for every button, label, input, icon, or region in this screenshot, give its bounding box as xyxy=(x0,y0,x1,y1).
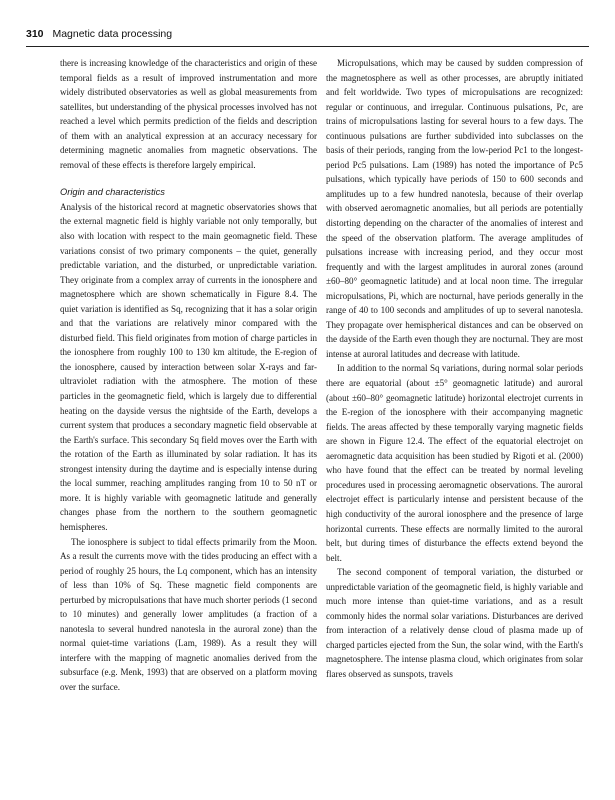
section-heading: Origin and characteristics xyxy=(60,187,165,198)
right-paragraph-1: Micropulsations, which may be caused by sudden compression of the magnetosphere as well as other processes, are abruptly initiated and felt worldwide. Two types of micropulsations are recognized: regular or continuous, and irregular. Continuous pulsations, Pc, are trains of micropulsations lasting for several hours to a few days. The continuous pulsations are further subdivided into subclasses on the basis of their periods, ranging from the low-period Pc1 to the longest-period Pc5 pulsations. Lam (1989) has noted the importance of Pc5 pulsations, which typically have periods of 150 to 600 seconds and amplitudes up to a few hundred nanotesla, because of their overlap with observed aeromagnetic anomalies, but all periods are potentially distorting depending on the character of the anomalies of interest and the speed of the observation platform. The average amplitudes of pulsations increase with increasing period, and they occur most frequently and with the largest amplitudes in auroral zones (around ±60–80° geomagnetic latitude) and at local noon time. The irregular micropulsations, Pi, which are nocturnal, have periods generally in the range of 40 to 100 seconds and amplitudes of up to several nanotesla. They propagate over hemispherical distances and can be observed on the dayside of the Earth even though they are nocturnal. They are most intense at auroral latitudes and decrease with latitude. xyxy=(326,58,583,359)
left-paragraph-2: Analysis of the historical record at magnetic observatories shows that the external magnetic field is highly variable not only temporally, but also with location with respect to the main geomagnetic field. These variations consist of two primary components – the quiet, generally predictable variation, and the disturbed, or unpredictable variation. They originate from a complex array of currents in the ionosphere and magnetosphere which are shown schematically in Figure 8.4. The quiet variation is identified as Sq, recognizing that it has a solar origin and that the variations are relatively minor compared with the disturbed field. This field originates from motion of charge particles in the ionosphere from roughly 100 to 130 km altitude, the E-region of the ionosphere, caused by interaction between solar X-rays and far-ultraviolet radiation with the atmosphere. The motion of these particles in the geomagnetic field, which is largely due to differential heating on the dayside versus the nightside of the Earth, develops a current system that produces a secondary magnetic field observable at the Earth's surface. This secondary Sq field moves over the Earth with the rotation of the Earth as illuminated by solar radiation. It has its strongest intensity during the daytime and is especially intense during the local summer, reaching amplitudes ranging from 10 to 50 nT or more. It is highly variable with geomagnetic latitude and generally changes phase from the northern to the southern geomagnetic hemispheres. xyxy=(60,201,317,532)
left-paragraph-3: The ionosphere is subject to tidal effects primarily from the Moon. As a result the currents move with the tides producing an effect with a period of roughly 25 hours, the Lq component, which has an intensity of less than 10% of Sq. These magnetic field components are perturbed by micropulsations that have much shorter periods (1 second to 10 minutes) and generally lower amplitudes (a fraction of a nanotesla to several hundred nanotesla in the auroral zone) than the normal quiet-time variations (Lam, 1989). As a result they will interfere with the mapping of magnetic anomalies derived from the subsurface (e.g. Menk, 1993) that are observed on a platform moving over the surface. xyxy=(60,536,318,692)
left-paragraph-1: there is increasing knowledge of the characteristics and origin of these temporal fields as a result of improved instrumentation and more widely distributed observatories as well as global measurements from satellites, but understanding of the physical processes involved has not reached a level which permits prediction of the fields and description of them with an analytical expression at an accuracy necessary for determining magnetic anomalies from magnetic observations. The removal of these effects is therefore largely empirical. xyxy=(60,58,317,170)
right-paragraph-3: The second component of temporal variation, the disturbed or unpredictable variation of the geomagnetic field, is highly variable and much more intense than quiet-time variations, and as a result commonly hides the normal solar variations. Disturbances are derived from interaction of a relatively dense cloud of plasma made up of charged particles ejected from the Sun, the solar wind, with the Earth's magnetosphere. The intense plasma cloud, which originates from solar flares observed as sunspots, travels xyxy=(326,567,583,679)
right-paragraph-2: In addition to the normal Sq variations, during normal solar periods there are equatorial (about ±5° geomagnetic latitude) and auroral (about ±60–80° geomagnetic latitude) horizontal electrojet currents in the E-region of the ionosphere with their accompanying magnetic fields. The areas affected by these temporally varying magnetic fields are shown in Figure 12.4. The effect of the equatorial electrojet on aeromagnetic data acquisition has been studied by Rigoti et al. (2000) who have found that the effect can be treated by normal leveling procedures used in processing aeromagnetic observations. The auroral electrojet effect is particularly intense and persistent because of the high conductivity of the auroral ionosphere and the presence of large horizontal currents. These effects are normally limited to the auroral belt, but during times of disturbance the effects extend beyond the belt. xyxy=(326,363,583,563)
header-rule xyxy=(26,46,589,47)
running-header xyxy=(26,28,172,40)
right-column xyxy=(326,56,583,682)
running-title: Magnetic data processing xyxy=(52,28,173,40)
left-column xyxy=(60,56,317,695)
page-number: 310 xyxy=(26,28,44,40)
